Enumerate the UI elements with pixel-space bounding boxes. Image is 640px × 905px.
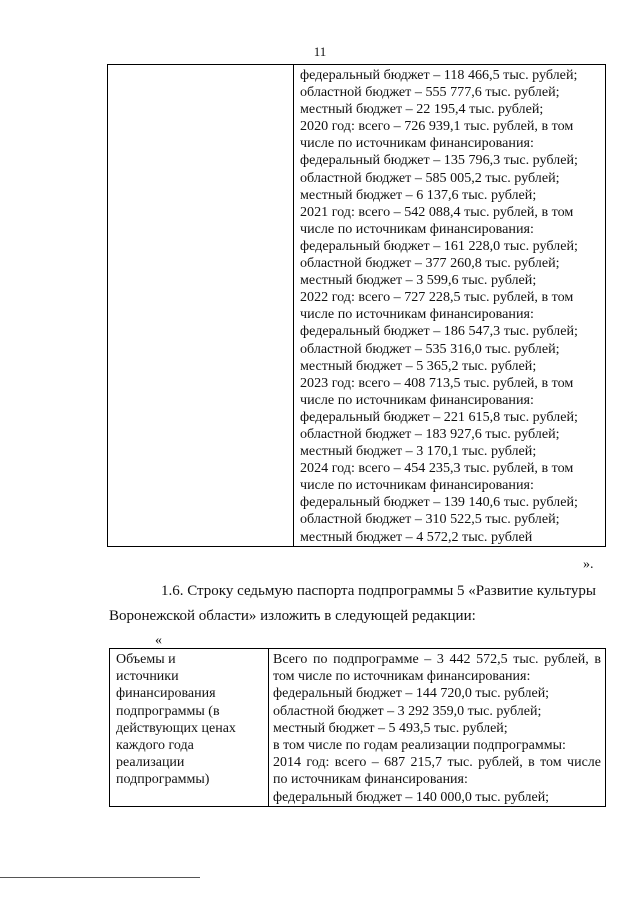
funding-line: 2020 год: всего – 726 939,1 тыс. рублей, в том — [300, 118, 574, 135]
funding-line: числе по источникам финансирования: — [300, 220, 534, 237]
funding-line: том числе по источникам финансирования: — [273, 669, 531, 685]
funding-line: 2014 год: всего – 687 215,7 тыс. рублей, в том числе — [273, 755, 601, 771]
table1-left-cell — [108, 65, 294, 547]
funding-line: областной бюджет – 310 522,5 тыс. рублей; — [300, 511, 560, 528]
funding-line: числе по источникам финансирования: — [300, 306, 534, 323]
funding-line: областной бюджет – 183 927,6 тыс. рублей; — [300, 425, 560, 442]
funding-line: местный бюджет – 6 137,6 тыс. рублей; — [300, 186, 537, 203]
opening-quote: « — [155, 633, 162, 648]
funding-line: областной бюджет – 555 777,6 тыс. рублей; — [300, 84, 560, 101]
table1-right-cell — [294, 65, 606, 547]
funding-line: местный бюджет – 22 195,4 тыс. рублей; — [300, 101, 544, 118]
footnote-divider — [0, 877, 200, 878]
amendment-paragraph-continuation: Воронежской области» изложить в следующей редакции: — [109, 608, 476, 624]
funding-values-cell — [269, 649, 606, 807]
closing-quote: ». — [583, 557, 594, 572]
funding-line: Всего по подпрограмме – 3 442 572,5 тыс. рублей, в — [273, 652, 601, 667]
funding-line: федеральный бюджет – 139 140,6 тыс. рублей; — [300, 494, 578, 511]
funding-line: местный бюджет – 5 365,2 тыс. рублей; — [300, 357, 537, 374]
funding-line: по источникам финансирования: — [273, 772, 468, 788]
funding-line: 2022 год: всего – 727 228,5 тыс. рублей, в том — [300, 289, 574, 306]
funding-line: федеральный бюджет – 186 547,3 тыс. рублей; — [300, 323, 578, 340]
funding-line: областной бюджет – 377 260,8 тыс. рублей; — [300, 255, 560, 272]
funding-line: областной бюджет – 585 005,2 тыс. рублей; — [300, 169, 560, 186]
funding-line: местный бюджет – 3 599,6 тыс. рублей; — [300, 272, 537, 289]
funding-table-continued — [107, 64, 606, 547]
funding-line: местный бюджет – 3 170,1 тыс. рублей; — [300, 443, 537, 460]
funding-line: 2023 год: всего – 408 713,5 тыс. рублей, в том — [300, 374, 574, 391]
funding-line: местный бюджет – 5 493,5 тыс. рублей; — [273, 720, 508, 736]
funding-line: числе по источникам финансирования: — [300, 391, 534, 408]
label-line: финансирования — [116, 686, 216, 702]
funding-line: 2021 год: всего – 542 088,4 тыс. рублей, в том — [300, 203, 574, 220]
label-line: действующих ценах — [116, 720, 236, 736]
label-line: каждого года — [116, 738, 194, 754]
funding-line: областной бюджет – 535 316,0 тыс. рублей; — [300, 340, 560, 357]
label-line: источники — [116, 669, 179, 685]
funding-line: 2024 год: всего – 454 235,3 тыс. рублей, в том — [300, 460, 574, 477]
label-line: подпрограммы) — [116, 772, 210, 788]
label-line: реализации — [116, 755, 185, 771]
funding-line: федеральный бюджет – 221 615,8 тыс. рублей; — [300, 408, 578, 425]
funding-line: федеральный бюджет – 161 228,0 тыс. рублей; — [300, 237, 578, 254]
funding-line: местный бюджет – 4 572,2 тыс. рублей — [300, 528, 533, 545]
funding-line: федеральный бюджет – 118 466,5 тыс. рублей; — [300, 67, 578, 83]
label-line: Объемы и — [116, 652, 176, 667]
funding-label-cell — [110, 649, 269, 807]
funding-line: числе по источникам финансирования: — [300, 135, 534, 152]
funding-line: федеральный бюджет – 140 000,0 тыс. рублей; — [273, 789, 550, 805]
page-number: 11 — [313, 44, 327, 59]
label-line: подпрограммы (в — [116, 703, 220, 719]
funding-line: в том числе по годам реализации подпрограммы: — [273, 738, 566, 754]
funding-line: числе по источникам финансирования: — [300, 477, 534, 494]
funding-line: областной бюджет – 3 292 359,0 тыс. рублей; — [273, 703, 542, 719]
funding-line: федеральный бюджет – 144 720,0 тыс. рублей; — [273, 686, 550, 702]
funding-line: федеральный бюджет – 135 796,3 тыс. рублей; — [300, 152, 578, 169]
amendment-paragraph: 1.6. Строку седьмую паспорта подпрограммы 5 «Развитие культуры — [161, 583, 596, 599]
subprogram-funding-table — [109, 648, 606, 807]
